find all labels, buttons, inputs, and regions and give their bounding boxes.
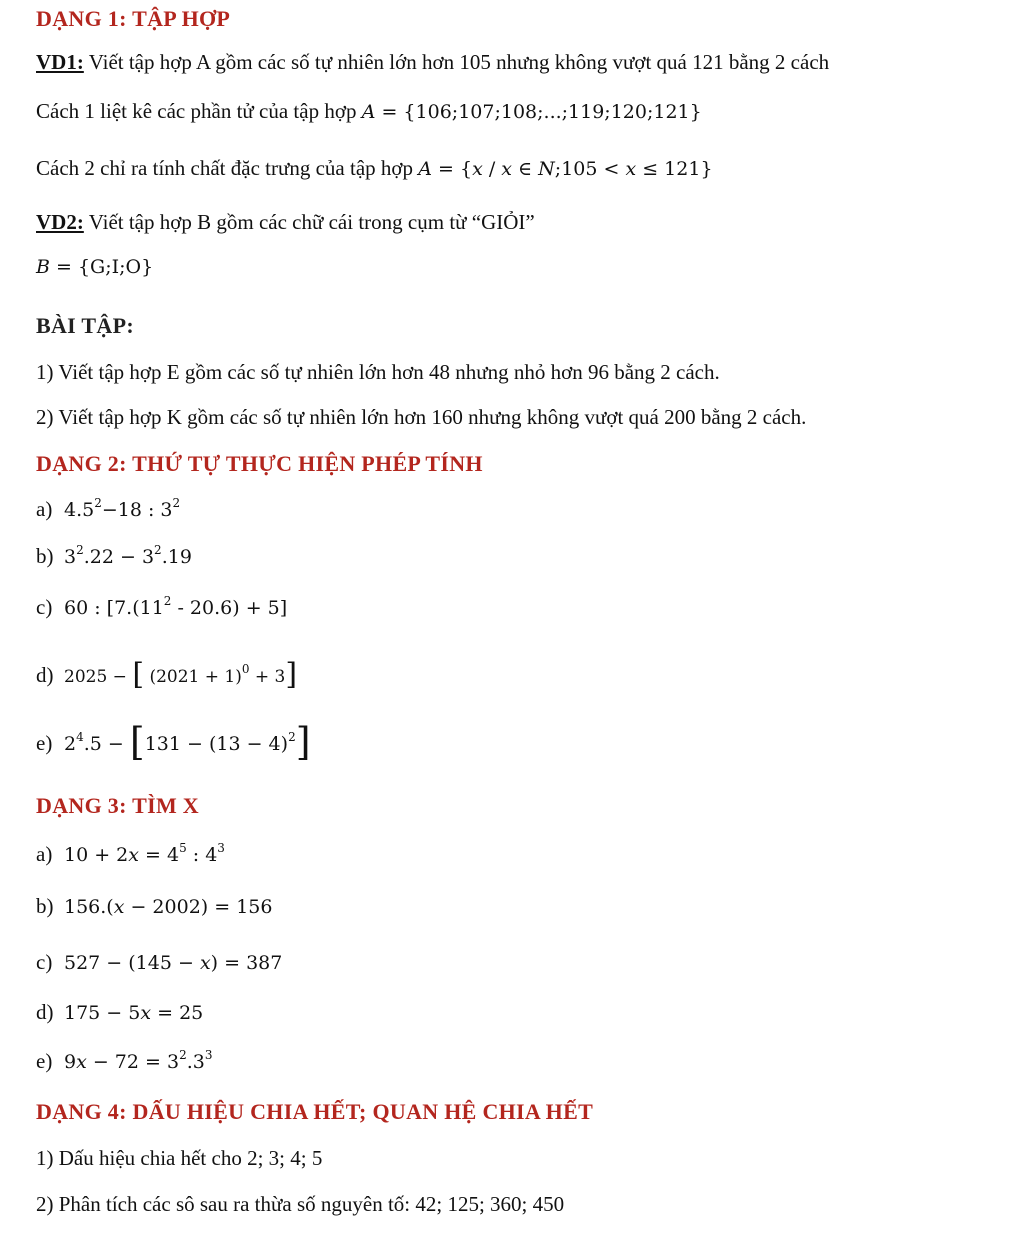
cach2-text: Cách 2 chỉ ra tính chất đặc trưng của tập hợp (36, 156, 419, 180)
vd2-label: VD2: (36, 210, 84, 234)
vd1-cach2 (36, 156, 713, 181)
bai-tap-heading: BÀI TẬP: (36, 313, 134, 338)
dang2-item-d: d) 2025 − [ $(2021 + 1)^0 + 3$] (36, 657, 298, 692)
dang3-item-a: a) $10 + 2x = 4^5$ : $4^3$ (36, 841, 225, 866)
dang2-item-a: a) $4.5^2-18$ : $3^2$ (36, 496, 181, 521)
dang2-heading: DẠNG 2: THỨ TỰ THỰC HIỆN PHÉP TÍNH (36, 451, 483, 476)
dang3-heading: DẠNG 3: TÌM X (36, 793, 199, 818)
cach2-formula: A = {x / x ∈ N;105 < x ≤ 121} (418, 158, 713, 180)
dang4-heading: DẠNG 4: DẤU HIỆU CHIA HẾT; QUAN HỆ CHIA HẾT (36, 1099, 594, 1124)
vd1-label: VD1: (36, 50, 84, 74)
dang3-item-b: b) 156.(x − 2002) = 156 (36, 894, 273, 918)
vd1-cach1 (36, 99, 702, 124)
dang2-item-c: c) 60 : $[7.(11^2 - 20.6) + 5]$ (36, 594, 288, 619)
vd2-text: Viết tập hợp B gồm các chữ cái trong cụm từ “GIỎI” (83, 210, 535, 234)
dang2-item-e: e) $2^4.5 - [131 - (13 - 4)^2]$ (36, 720, 311, 764)
dang3-item-c: c) 527 − (145 − x) = 387 (36, 950, 283, 974)
dang3-item-e: e) $9x - 72 = 3^2.3^3$ (36, 1048, 213, 1073)
exercise-2: 2) Viết tập hợp K gồm các số tự nhiên lớn hơn 160 nhưng không vượt quá 200 bằng 2 cách. (36, 405, 807, 429)
vd2-statement (36, 210, 535, 234)
cach1-text: Cách 1 liệt kê các phần tử của tập hợp (36, 99, 362, 123)
vd1-statement (36, 50, 829, 74)
cach1-formula: A = {106;107;108;...;119;120;121} (361, 101, 702, 123)
exercise-1: 1) Viết tập hợp E gồm các số tự nhiên lớn hơn 48 nhưng nhỏ hơn 96 bằng 2 cách. (36, 360, 720, 384)
dang2-item-b: b) $3^2.22 - 3^2.19$ (36, 543, 192, 568)
dang1-heading: DẠNG 1: TẬP HỢP (36, 6, 231, 31)
dang4-item-1: 1) Dấu hiệu chia hết cho 2; 3; 4; 5 (36, 1146, 323, 1170)
dang3-item-d: d) 175 − 5x = 25 (36, 1000, 204, 1024)
vd1-text: Viết tập hợp A gồm các số tự nhiên lớn hơn 105 nhưng không vượt quá 121 bằng 2 cách (83, 50, 830, 74)
vd2-set: B = {G;I;O} (36, 256, 154, 278)
dang4-item-2: 2) Phân tích các sô sau ra thừa số nguyên tố: 42; 125; 360; 450 (36, 1192, 565, 1216)
